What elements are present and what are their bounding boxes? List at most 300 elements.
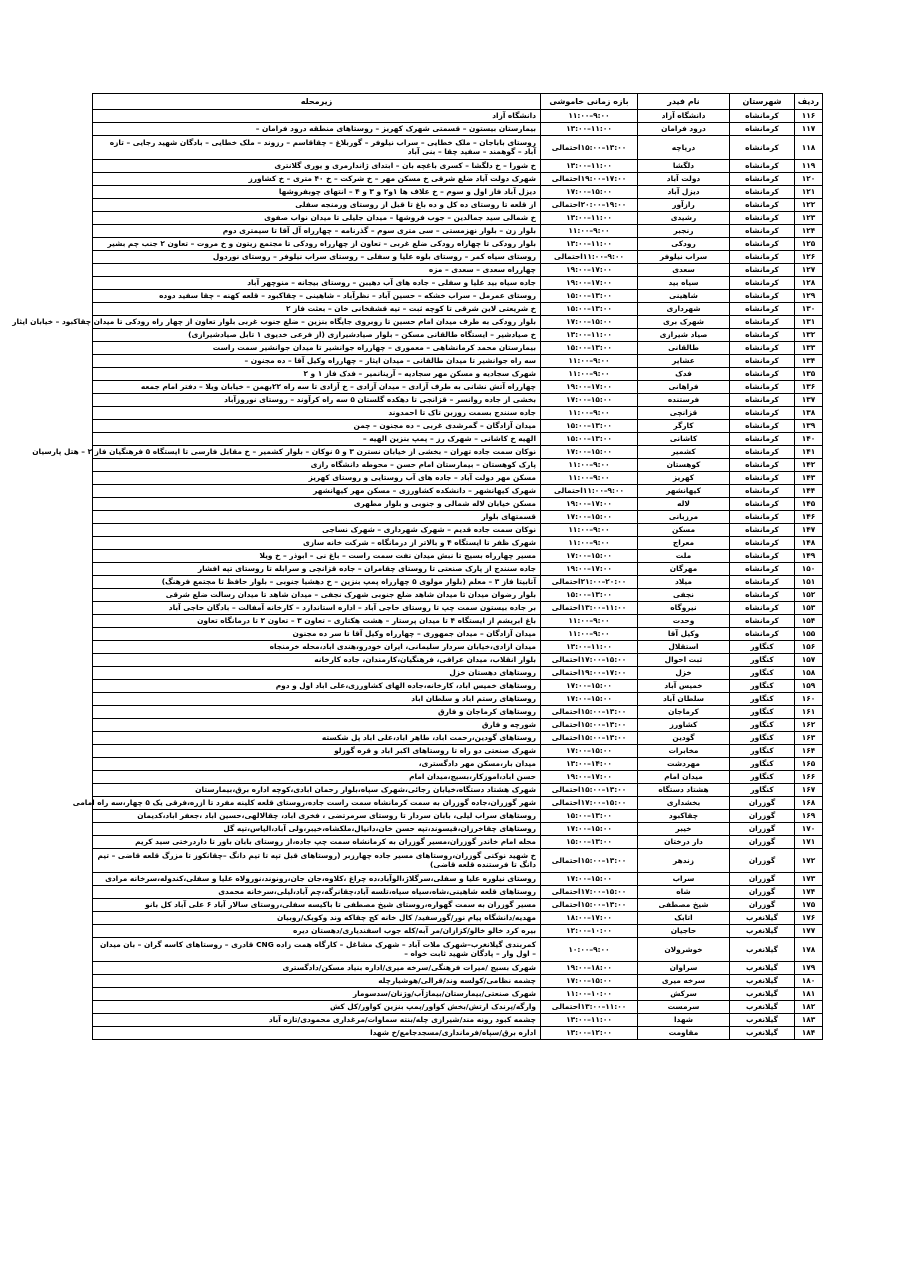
- table-row: [93, 576, 823, 589]
- outage-time-cell: ۱۰:۰۰–۱۲:۰۰: [541, 925, 638, 938]
- table-row: [93, 849, 823, 873]
- sub-area-cell: جاده سنندج از پارک صنعتی تا روستای چقامران – جاده قزانچی و سرابله تا روستای تپه افشار: [93, 563, 541, 576]
- table-row: [93, 823, 823, 836]
- feeder-name-cell: شیخ مصطفی: [638, 899, 730, 912]
- outage-time-cell: ۱۳:۰۰–۱۵:۰۰احتمالی: [541, 899, 638, 912]
- feeder-name-cell: درود فرامان: [638, 123, 730, 136]
- feeder-name-cell: طالقانی: [638, 342, 730, 355]
- city-cell: کرمانشاه: [730, 472, 795, 485]
- table-row: [93, 394, 823, 407]
- table-row: [93, 290, 823, 303]
- city-cell: کرمانشاه: [730, 290, 795, 303]
- feeder-name-cell: حاجیان: [638, 925, 730, 938]
- sub-area-cell: نوکان سمت جاده قدیم – شهرک شهرداری – شهرک نساجی: [93, 524, 541, 537]
- row-number-cell: ۱۷۶: [795, 912, 823, 925]
- outage-time-cell: ۱۳:۰۰–۱۵:۰۰: [541, 589, 638, 602]
- sub-area-cell: شهرک صنعتی/بیمارستان/بیماژآب/وژنان/سدسومار: [93, 988, 541, 1001]
- row-number-cell: ۱۵۸: [795, 667, 823, 680]
- blackout-schedule-table: [12, 93, 823, 1040]
- city-cell: کرمانشاه: [730, 576, 795, 589]
- sub-area-cell: دانشگاه آزاد: [93, 110, 541, 123]
- row-number-cell: ۱۴۸: [795, 537, 823, 550]
- row-number-cell: ۱۸۱: [795, 988, 823, 1001]
- feeder-name-cell: دلگشا: [638, 160, 730, 173]
- outage-time-cell: ۱۱:۰۰–۱۳:۰۰احتمالی: [541, 1001, 638, 1014]
- row-number-cell: ۱۱۶: [795, 110, 823, 123]
- feeder-name-cell: ثبت احوال: [638, 654, 730, 667]
- city-cell: گیلانغرب: [730, 925, 795, 938]
- table-row: [93, 407, 823, 420]
- outage-time-cell: ۹:۰۰–۱۱:۰۰: [541, 628, 638, 641]
- outage-time-cell: ۹:۰۰–۱۱:۰۰: [541, 368, 638, 381]
- city-cell: کرمانشاه: [730, 329, 795, 342]
- sub-area-cell: جاده سیاه بید علیا و سفلی – جاده های آب دهیبن – روستای بیجانه – منوچهر آباد: [93, 277, 541, 290]
- outage-time-cell: ۱۵:۰۰–۱۷:۰۰: [541, 680, 638, 693]
- table-row: [93, 264, 823, 277]
- sub-area-cell: اداره برق/سپاه/فرمانداری/مسجدجامع/خ شهدا: [93, 1027, 541, 1040]
- row-number-cell: ۱۴۰: [795, 433, 823, 446]
- row-number-cell: ۱۵۴: [795, 615, 823, 628]
- table-row: [93, 628, 823, 641]
- row-number-cell: ۱۴۶: [795, 511, 823, 524]
- table-row: [93, 912, 823, 925]
- feeder-name-cell: سعدی: [638, 264, 730, 277]
- row-number-cell: ۱۵۶: [795, 641, 823, 654]
- outage-time-cell: ۹:۰۰–۱۱:۰۰: [541, 472, 638, 485]
- outage-time-cell: ۱۵:۰۰–۱۷:۰۰: [541, 186, 638, 199]
- outage-time-cell: ۱۱:۰۰–۱۳:۰۰: [541, 1014, 638, 1027]
- city-cell: گیلانغرب: [730, 1001, 795, 1014]
- sub-area-cell: میدان بار،مسکن مهر دادگستری،: [93, 758, 541, 771]
- feeder-name-cell: میلاد: [638, 576, 730, 589]
- feeder-name-cell: وکیل آقا: [638, 628, 730, 641]
- feeder-name-cell: سیاه بید: [638, 277, 730, 290]
- table-row: [93, 355, 823, 368]
- feeder-name-cell: شهرک بری: [638, 316, 730, 329]
- sub-area-cell: جاده سنندج بسمت روزبن تاک تا احمدوند: [93, 407, 541, 420]
- outage-time-cell: ۱۸:۰۰–۱۹:۰۰: [541, 962, 638, 975]
- outage-time-cell: ۱۵:۰۰–۱۷:۰۰: [541, 550, 638, 563]
- sub-area-cell: روستاهای کرماجان و فارق: [93, 706, 541, 719]
- row-number-cell: ۱۶۶: [795, 771, 823, 784]
- outage-time-cell: ۱۹:۰۰–۲۰:۰۰احتمالی: [541, 199, 638, 212]
- table-row: [93, 277, 823, 290]
- table-row: [93, 199, 823, 212]
- city-cell: کرمانشاه: [730, 160, 795, 173]
- outage-time-cell: ۱۷:۰۰–۱۹:۰۰: [541, 498, 638, 511]
- city-cell: کرمانشاه: [730, 485, 795, 498]
- sub-area-cell: میدان ازادی،خیابان سردار سلیمانی، ایران خودرو،هندی اباد،محله خرمنجاه: [93, 641, 541, 654]
- outage-time-cell: ۱۱:۰۰–۱۳:۰۰: [541, 123, 638, 136]
- feeder-name-cell: مقاومت: [638, 1027, 730, 1040]
- sub-area-cell: چشمه نظامی/کولسه وند/قرالی/هوشیارچله: [93, 975, 541, 988]
- feeder-name-cell: مرزبانی: [638, 511, 730, 524]
- table-row: [93, 123, 823, 136]
- row-number-cell: ۱۲۵: [795, 238, 823, 251]
- header-outage-time-range: بازه زمانی خاموشی: [541, 94, 638, 110]
- row-number-cell: ۱۳۹: [795, 420, 823, 433]
- sub-area-cell: مسیر چهارراه بسیج تا نبش میدان نفت سمت راست – باغ نی – ابوذر – خ ویلا: [93, 550, 541, 563]
- sub-area-cell: مسکن خیابان لاله شمالی و جنوبی و بلوار مطهری: [93, 498, 541, 511]
- outage-time-cell: ۱۳:۰۰–۱۵:۰۰: [541, 433, 638, 446]
- city-cell: گوزران: [730, 823, 795, 836]
- sub-area-cell: روستاهای چقاخرزان،قیسوند،تپه حسن خان،دانیال،ملکشاه،خیبر،ولی آباد،الیاس،تپه گل: [93, 823, 541, 836]
- feeder-name-cell: هشتاد دستگاه: [638, 784, 730, 797]
- row-number-cell: ۱۲۲: [795, 199, 823, 212]
- city-cell: کرمانشاه: [730, 407, 795, 420]
- table-row: [93, 602, 823, 615]
- city-cell: کرمانشاه: [730, 251, 795, 264]
- city-cell: کرمانشاه: [730, 537, 795, 550]
- outage-time-cell: ۹:۰۰–۱۱:۰۰: [541, 110, 638, 123]
- outage-time-cell: ۱۷:۰۰–۱۹:۰۰: [541, 771, 638, 784]
- outage-time-cell: ۱۱:۰۰–۱۳:۰۰: [541, 160, 638, 173]
- row-number-cell: ۱۲۸: [795, 277, 823, 290]
- table-row: [93, 303, 823, 316]
- sub-area-cell: روستای عمرمل – سراب خشکه – حسین آباد – نظرآباد – شاهینی – چقاکبود – قلعه کهنه – چقا سفید دوده: [93, 290, 541, 303]
- row-number-cell: ۱۵۳: [795, 602, 823, 615]
- feeder-name-cell: صیاد شیرازی: [638, 329, 730, 342]
- feeder-name-cell: وحدت: [638, 615, 730, 628]
- city-cell: گیلانغرب: [730, 962, 795, 975]
- sub-area-cell: شهرک کیهانشهر – دانشکده کشاورزی – مسکن مهر کیهانشهر: [93, 485, 541, 498]
- table-row: [93, 771, 823, 784]
- feeder-name-cell: مهرگان: [638, 563, 730, 576]
- row-number-cell: ۱۶۹: [795, 810, 823, 823]
- row-number-cell: ۱۳۱: [795, 316, 823, 329]
- feeder-name-cell: معراج: [638, 537, 730, 550]
- outage-time-cell: ۹:۰۰–۱۱:۰۰احتمالی: [541, 485, 638, 498]
- city-cell: کرمانشاه: [730, 511, 795, 524]
- sub-area-cell: دیزل آباد فاز اول و سوم – خ علاف ها ۱و۲ و ۳ و ۴ – انتهای چوبفروشها: [93, 186, 541, 199]
- feeder-name-cell: مهردشت: [638, 758, 730, 771]
- feeder-name-cell: رودکی: [638, 238, 730, 251]
- outage-time-cell: ۱۵:۰۰–۱۷:۰۰: [541, 511, 638, 524]
- sub-area-cell: روستای نیلوره علیا و سفلی،سرگلاژ،الوآباد،ده چراغ ،کلاوه،جان جان،رونوند،نورولاه علیا و سفلی،کندوله،سرخانه مرادی: [93, 873, 541, 886]
- city-cell: کرمانشاه: [730, 173, 795, 186]
- sub-area-cell: شهرک دولت آباد ضلع شرقی خ مسکن مهر – خ شرکت – خ ۴۰ متری – خ کشاورز: [93, 173, 541, 186]
- sub-area-cell: بلوار رودکی تا چهاراه رودکی ضلع غربی – تعاون از چهارراه رودکی تا مجتمع زیتون و خ مروت – تعاون ۲ جنب چم بشیر: [93, 238, 541, 251]
- feeder-name-cell: قزانچی: [638, 407, 730, 420]
- city-cell: گوزران: [730, 886, 795, 899]
- row-number-cell: ۱۷۱: [795, 836, 823, 849]
- city-cell: کرمانشاه: [730, 550, 795, 563]
- feeder-name-cell: اتابک: [638, 912, 730, 925]
- row-number-cell: ۱۳۰: [795, 303, 823, 316]
- row-number-cell: ۱۷۵: [795, 899, 823, 912]
- outage-time-cell: ۹:۰۰–۱۱:۰۰: [541, 225, 638, 238]
- row-number-cell: ۱۷۳: [795, 873, 823, 886]
- outage-time-cell: ۱۷:۰۰–۱۹:۰۰: [541, 264, 638, 277]
- table-row: [93, 472, 823, 485]
- outage-time-cell: ۱۲:۰۰–۱۳:۰۰: [541, 1027, 638, 1040]
- feeder-name-cell: دولت آباد: [638, 173, 730, 186]
- row-number-cell: ۱۶۸: [795, 797, 823, 810]
- table-row: [93, 212, 823, 225]
- outage-time-cell: ۹:۰۰–۱۱:۰۰: [541, 615, 638, 628]
- sub-area-cell: مهدیه/دانشگاه پیام نور/گورسفید/ کال خانه کج چقاکه وند وکوپک/روبیان: [93, 912, 541, 925]
- row-number-cell: ۱۶۲: [795, 719, 823, 732]
- table-row: [93, 225, 823, 238]
- city-cell: کرمانشاه: [730, 433, 795, 446]
- table-row: [93, 173, 823, 186]
- row-number-cell: ۱۲۶: [795, 251, 823, 264]
- feeder-name-cell: گودین: [638, 732, 730, 745]
- feeder-name-cell: کرماجان: [638, 706, 730, 719]
- city-cell: کنگاور: [730, 732, 795, 745]
- city-cell: گوزران: [730, 797, 795, 810]
- table-row: [93, 589, 823, 602]
- feeder-name-cell: سرخه میری: [638, 975, 730, 988]
- outage-time-cell: ۱۱:۰۰–۱۳:۰۰: [541, 641, 638, 654]
- table-row: [93, 433, 823, 446]
- sub-area-cell: بیمارستان بیستون – قسمتی شهرک کهریز – روستاهای منطقه درود فرامان –: [93, 123, 541, 136]
- feeder-name-cell: سراوان: [638, 962, 730, 975]
- row-number-cell: ۱۲۷: [795, 264, 823, 277]
- row-number-cell: ۱۲۴: [795, 225, 823, 238]
- feeder-name-cell: مخابرات: [638, 745, 730, 758]
- table-row: [93, 420, 823, 433]
- feeder-name-cell: دانشگاه آزاد: [638, 110, 730, 123]
- sub-area-cell: شهرک هشتاد دستگاه،خیابان رجائی،شهرک سپاه،بلوار رحمان ابادی،کوچه اداره برق،بیمارستان: [93, 784, 541, 797]
- row-number-cell: ۱۵۵: [795, 628, 823, 641]
- outage-time-cell: ۹:۰۰–۱۱:۰۰: [541, 355, 638, 368]
- row-number-cell: ۱۴۳: [795, 472, 823, 485]
- outage-time-cell: ۹:۰۰–۱۱:۰۰: [541, 537, 638, 550]
- header-row-number: ردیف: [795, 94, 823, 110]
- row-number-cell: ۱۷۷: [795, 925, 823, 938]
- outage-time-cell: ۱۱:۰۰–۱۳:۰۰: [541, 238, 638, 251]
- sub-area-cell: بر جاده بیستون سمت چپ تا روستای حاجی آباد – اداره استاندارد – کارخانه آمفالت – بادگان حاجی آباد: [93, 602, 541, 615]
- row-number-cell: ۱۵۱: [795, 576, 823, 589]
- sub-area-cell: خ صیادشیر – ایستگاه طالقانی مسکن – بلوار صیادشیرازی (از فرعی خدیوی ۱ تابل صیادشیرازی): [93, 329, 541, 342]
- row-number-cell: ۱۳۶: [795, 381, 823, 394]
- outage-time-cell: ۱۳:۰۰–۱۵:۰۰: [541, 836, 638, 849]
- table-row: [93, 758, 823, 771]
- row-number-cell: ۱۲۱: [795, 186, 823, 199]
- table-row: [93, 615, 823, 628]
- outage-time-cell: ۱۵:۰۰–۱۷:۰۰: [541, 446, 638, 459]
- table-row: [93, 316, 823, 329]
- outage-time-cell: ۹:۰۰–۱۱:۰۰: [541, 407, 638, 420]
- feeder-name-cell: میدان امام: [638, 771, 730, 784]
- sub-area-cell: باغ ابریشم از ایستگاه ۴ تا میدان پرستار – هشت هکتاری – تعاون ۳ – تعاون ۲ تا درمانگاه تعاون: [93, 615, 541, 628]
- outage-time-cell: ۲۰:۰۰–۲۱:۰۰احتمالی: [541, 576, 638, 589]
- row-number-cell: ۱۳۴: [795, 355, 823, 368]
- table-row: [93, 446, 823, 459]
- row-number-cell: ۱۶۷: [795, 784, 823, 797]
- outage-time-cell: ۱۱:۰۰–۱۳:۰۰: [541, 212, 638, 225]
- city-cell: کنگاور: [730, 641, 795, 654]
- sub-area-cell: روستاهای خمیس اباد، کارخانه،جاده الهای کشاورزی،علی اباد اول و دوم: [93, 680, 541, 693]
- outage-time-cell: ۱۵:۰۰–۱۷:۰۰: [541, 975, 638, 988]
- outage-time-cell: ۹:۰۰–۱۱:۰۰: [541, 459, 638, 472]
- row-number-cell: ۱۷۸: [795, 938, 823, 962]
- city-cell: کرمانشاه: [730, 277, 795, 290]
- sub-area-cell: نوکان سمت جاده تهران – بخشی از خیابان نسترن ۳ و ۵ نوکان – بلوار کشمیر – خ مقابل فارسی تا ایستگاه ۵ فرهنگیان فاز ۲ – هتل پارسیان: [93, 446, 541, 459]
- feeder-name-cell: کشمیر: [638, 446, 730, 459]
- outage-time-cell: ۱۱:۰۰–۱۳:۰۰: [541, 329, 638, 342]
- outage-time-cell: ۱۳:۰۰–۱۵:۰۰احتمالی: [541, 784, 638, 797]
- city-cell: کرمانشاه: [730, 136, 795, 160]
- table-row: [93, 110, 823, 123]
- outage-time-cell: ۱۵:۰۰–۱۷:۰۰: [541, 745, 638, 758]
- sub-area-cell: بخشی از جاده روانسر – قزانجی تا دهکده گلستان ۵ سه راه کرآوند – روستای نوروزآباد: [93, 394, 541, 407]
- feeder-name-cell: فرستنده: [638, 394, 730, 407]
- feeder-name-cell: خیبر: [638, 823, 730, 836]
- table-row: [93, 797, 823, 810]
- table-header-row: [93, 94, 823, 110]
- outage-time-cell: ۱۷:۰۰–۱۹:۰۰احتمالی: [541, 667, 638, 680]
- table-row: [93, 836, 823, 849]
- table-row: [93, 873, 823, 886]
- sub-area-cell: بیمارستان محمد کرمانشاهی – معموری – چهارراه جوانشیر تا میدان جوانشیر سمت راست: [93, 342, 541, 355]
- table-row: [93, 975, 823, 988]
- sub-area-cell: شهر گوزران،جاده گوزران به سمت کرمانشاه سمت راست جاده،روستای قلعه کلینه مفرد تا ازره،فرقی یک ۵ چهار،سه راه امامی: [93, 797, 541, 810]
- row-number-cell: ۱۴۹: [795, 550, 823, 563]
- outage-time-cell: ۱۷:۰۰–۱۹:۰۰: [541, 381, 638, 394]
- sub-area-cell: مسکن مهر دولت آباد – جاده های آب روستایی و روستای کهریز: [93, 472, 541, 485]
- table-row: [93, 459, 823, 472]
- city-cell: کرمانشاه: [730, 524, 795, 537]
- city-cell: کنگاور: [730, 784, 795, 797]
- table-row: [93, 186, 823, 199]
- table-row: [93, 381, 823, 394]
- row-number-cell: ۱۴۱: [795, 446, 823, 459]
- row-number-cell: ۱۷۹: [795, 962, 823, 975]
- table-row: [93, 810, 823, 823]
- row-number-cell: ۱۶۰: [795, 693, 823, 706]
- city-cell: کرمانشاه: [730, 602, 795, 615]
- sub-area-cell: روستاهای قلعه شاهینی،شاه،سیاه سیاه،تلسه آباد،چقانرگه،چم آباد،لیلی،سرخانه محمدی: [93, 886, 541, 899]
- feeder-name-cell: شاهینی: [638, 290, 730, 303]
- city-cell: کنگاور: [730, 680, 795, 693]
- table-row: [93, 745, 823, 758]
- feeder-name-cell: لاله: [638, 498, 730, 511]
- table-row: [93, 706, 823, 719]
- row-number-cell: ۱۲۳: [795, 212, 823, 225]
- outage-time-cell: ۱۵:۰۰–۱۷:۰۰احتمالی: [541, 654, 638, 667]
- city-cell: کنگاور: [730, 654, 795, 667]
- sub-area-cell: میدان آزادگان – میدان جمهوری – چهارراه وکیل آقا تا سر ده مجنون: [93, 628, 541, 641]
- feeder-name-cell: بخشداری: [638, 797, 730, 810]
- row-number-cell: ۱۸۴: [795, 1027, 823, 1040]
- outage-time-cell: ۱۳:۰۰–۱۵:۰۰: [541, 303, 638, 316]
- table-row: [93, 329, 823, 342]
- feeder-name-cell: عشایر: [638, 355, 730, 368]
- outage-time-cell: ۱۵:۰۰–۱۷:۰۰احتمالی: [541, 886, 638, 899]
- sub-area-cell: شهرک بسیج /میرات فرهنگی/سرخه میری/اداره بنیاد مسکن/دادگستری: [93, 962, 541, 975]
- city-cell: گوزران: [730, 849, 795, 873]
- city-cell: کرمانشاه: [730, 110, 795, 123]
- row-number-cell: ۱۵۲: [795, 589, 823, 602]
- outage-time-cell: ۱۰:۰۰–۱۱:۰۰: [541, 988, 638, 1001]
- table-row: [93, 511, 823, 524]
- row-number-cell: ۱۸۳: [795, 1014, 823, 1027]
- row-number-cell: ۱۵۷: [795, 654, 823, 667]
- row-number-cell: ۱۶۳: [795, 732, 823, 745]
- city-cell: کرمانشاه: [730, 615, 795, 628]
- city-cell: گوزران: [730, 810, 795, 823]
- table-row: [93, 368, 823, 381]
- feeder-name-cell: سرمست: [638, 1001, 730, 1014]
- row-number-cell: ۱۶۴: [795, 745, 823, 758]
- table-row: [93, 962, 823, 975]
- table-row: [93, 899, 823, 912]
- table-row: [93, 563, 823, 576]
- outage-time-cell: ۱۷:۰۰–۱۸:۰۰: [541, 912, 638, 925]
- sub-area-cell: محله امام خاندر گوزران،مسیر گوزران به کرمانشاه سمت چپ جاده،از روستای بابان باور تا داردرختی سید کریم: [93, 836, 541, 849]
- city-cell: کرمانشاه: [730, 199, 795, 212]
- sub-area-cell: شورچه و فارق: [93, 719, 541, 732]
- sub-area-cell: چهارراه سعدی – سعدی – مزه: [93, 264, 541, 277]
- city-cell: کرمانشاه: [730, 303, 795, 316]
- outage-time-cell: ۱۳:۰۰–۱۵:۰۰احتمالی: [541, 732, 638, 745]
- row-number-cell: ۱۶۵: [795, 758, 823, 771]
- sub-area-cell: روستاهای دهستان خزل: [93, 667, 541, 680]
- table-row: [93, 732, 823, 745]
- city-cell: کرمانشاه: [730, 212, 795, 225]
- table-row: [93, 485, 823, 498]
- city-cell: کنگاور: [730, 667, 795, 680]
- row-number-cell: ۱۴۷: [795, 524, 823, 537]
- feeder-name-cell: سرکش: [638, 988, 730, 1001]
- row-number-cell: ۱۷۴: [795, 886, 823, 899]
- sub-area-cell: مسیر گوزران به سمت گهواره،روستای شیخ مصطفی تا باکیسه سفلی،روستای سالار آباد ۶ علی آباد کل بانو: [93, 899, 541, 912]
- city-cell: گیلانغرب: [730, 938, 795, 962]
- city-cell: کرمانشاه: [730, 264, 795, 277]
- city-cell: کرمانشاه: [730, 446, 795, 459]
- city-cell: کرمانشاه: [730, 238, 795, 251]
- sub-area-cell: بلوار زن – بلوار نهزمستی – سی متری سوم – گذرنامه – چهارراه آل آقا تا سیمتری دوم: [93, 225, 541, 238]
- outage-time-cell: ۱۳:۰۰–۱۵:۰۰: [541, 420, 638, 433]
- header-feeder-name: نام فیدر: [638, 94, 730, 110]
- table-row: [93, 550, 823, 563]
- row-number-cell: ۱۳۷: [795, 394, 823, 407]
- sub-area-cell: روستاهای رستم اباد و سلطان اباد: [93, 693, 541, 706]
- row-number-cell: ۱۳۲: [795, 329, 823, 342]
- table-row: [93, 693, 823, 706]
- feeder-name-cell: رنجبر: [638, 225, 730, 238]
- city-cell: گوزران: [730, 873, 795, 886]
- city-cell: گیلانغرب: [730, 912, 795, 925]
- row-number-cell: ۱۱۹: [795, 160, 823, 173]
- feeder-name-cell: مسکن: [638, 524, 730, 537]
- feeder-name-cell: کوهستان: [638, 459, 730, 472]
- feeder-name-cell: کیهانشهر: [638, 485, 730, 498]
- city-cell: گیلانغرب: [730, 975, 795, 988]
- outage-time-cell: ۱۵:۰۰–۱۷:۰۰: [541, 394, 638, 407]
- table-row: [93, 719, 823, 732]
- feeder-name-cell: رشیدی: [638, 212, 730, 225]
- feeder-name-cell: سراب: [638, 873, 730, 886]
- table-row: [93, 342, 823, 355]
- row-number-cell: ۱۳۵: [795, 368, 823, 381]
- row-number-cell: ۱۳۸: [795, 407, 823, 420]
- table-row: [93, 524, 823, 537]
- city-cell: کرمانشاه: [730, 225, 795, 238]
- city-cell: کرمانشاه: [730, 459, 795, 472]
- feeder-name-cell: فراهانی: [638, 381, 730, 394]
- feeder-name-cell: شاه: [638, 886, 730, 899]
- table-row: [93, 1014, 823, 1027]
- sub-area-cell: خ شریعتی لاین شرقی تا کوچه ثبت – تیه قشقخانی خان – بعثت فاز ۲: [93, 303, 541, 316]
- sub-area-cell: قسمتهای بلوار: [93, 511, 541, 524]
- sub-area-cell: پارک کوهستان – بیمارستان امام حسن – محوطه دانشگاه رازی: [93, 459, 541, 472]
- table-row: [93, 160, 823, 173]
- sub-area-cell: خ شمالی سید جمالدین – جوب فروشها – میدان جلیلی تا میدان نواب صفوی: [93, 212, 541, 225]
- city-cell: کنگاور: [730, 745, 795, 758]
